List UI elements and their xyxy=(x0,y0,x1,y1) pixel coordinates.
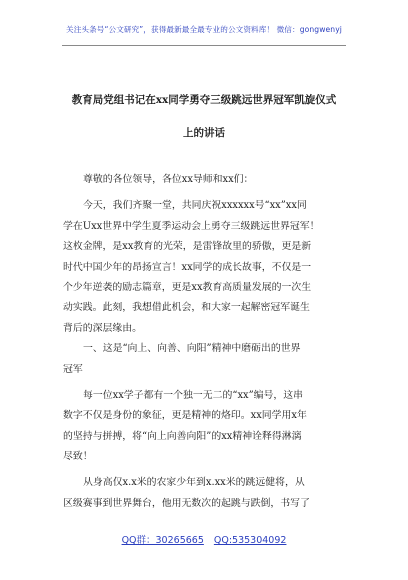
paragraph-line: 今天，我们齐聚一堂，共同庆祝xxxxxx号“xx”xx同 xyxy=(83,200,307,212)
paragraph-line: 背后的深层缘由。 xyxy=(63,322,143,334)
salutation: 尊敬的各位领导，各位xx导师和xx们： xyxy=(83,174,254,185)
paragraph-line: 这枚金牌，是xx教育的光荣，是雷锋故里的骄傲，更是新 xyxy=(63,241,312,253)
paragraph-line: 每一位xx学子都有一个独一无二的“xx”编号，这串 xyxy=(83,389,303,401)
qq-contact-link[interactable]: QQ:535304092 xyxy=(213,535,287,546)
paragraph-line: 的坚持与拼搏，将“向上向善向阳”的xx精神诠释得淋漓 xyxy=(63,430,302,442)
paragraph-line: 学在Uxx世界中学生夏季运动会上勇夺三级跳远世界冠军！ xyxy=(63,220,320,232)
paragraph-line: 区级赛事到世界舞台，他用无数次的起跳与跌倒，书写了 xyxy=(63,497,310,509)
heading-line: 冠军 xyxy=(63,363,83,375)
paragraph-1 xyxy=(63,196,351,339)
paragraph-2 xyxy=(63,386,351,468)
paragraph-line: 从身高仅x.x米的农家少年到x.xx米的跳远健将，从 xyxy=(83,477,305,489)
heading-line: 一、这是“向上、向善、向阳”精神中磨砺出的世界 xyxy=(83,343,301,355)
header-banner: 关注头条号“公文研究”，获得最新最全最专业的公文资料库！ 微信：gongwenyj xyxy=(66,25,342,34)
document-title-continued: 上的讲话 xyxy=(183,127,225,139)
footer-contacts xyxy=(0,532,408,546)
paragraph-line: 数字不仅是身份的象征，更是精神的烙印。xx同学用x年 xyxy=(63,410,307,422)
paragraph-line: 动实践。此刻，我想借此机会，和大家一起解密冠军诞生 xyxy=(63,302,310,314)
paragraph-line: 时代中国少年的昂扬宣言！xx同学的成长故事，不仅是一 xyxy=(63,261,312,273)
paragraph-line: 尽致！ xyxy=(63,451,93,463)
document-title: 教育局党组书记在xx同学勇夺三级跳远世界冠军凯旋仪式 xyxy=(71,94,337,106)
paragraph-3 xyxy=(63,473,351,514)
document-body xyxy=(63,170,351,514)
qq-group-link[interactable]: QQ群：30265665 xyxy=(121,535,204,546)
section-heading-1 xyxy=(63,339,351,380)
header-divider xyxy=(62,45,346,46)
paragraph-line: 个少年逆袭的励志篇章，更是xx教育高质量发展的一次生 xyxy=(63,281,312,293)
